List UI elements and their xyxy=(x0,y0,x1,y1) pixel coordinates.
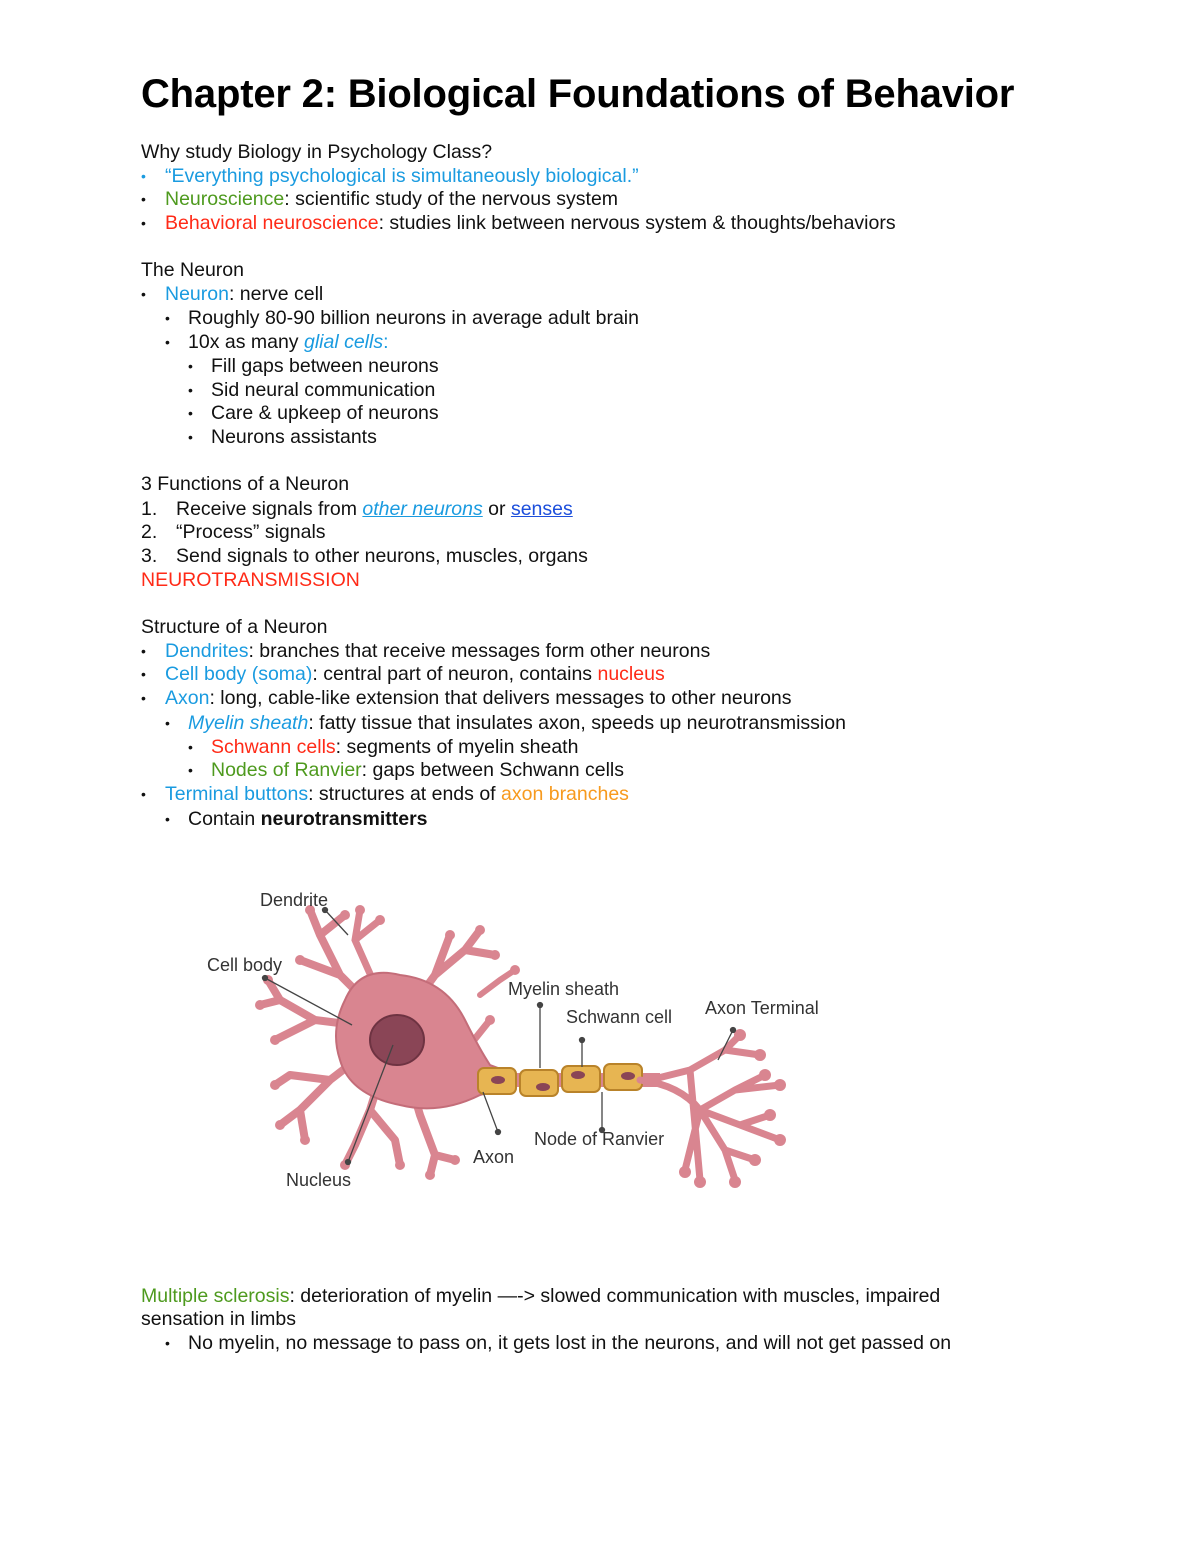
neuron-sub-item: Roughly 80-90 billion neurons in average adult brain xyxy=(188,307,639,329)
function-item: Send signals to other neurons, muscles, organs xyxy=(176,545,588,567)
nucleus xyxy=(370,1015,424,1065)
section-neuron-heading: The Neuron xyxy=(141,259,244,281)
label-myelin-sheath: Myelin sheath xyxy=(508,979,620,999)
ms-item xyxy=(141,1284,940,1308)
ms-term: Multiple sclerosis xyxy=(141,1285,290,1307)
glial-item xyxy=(188,330,389,354)
function-item xyxy=(176,497,573,521)
bullet-icon: • xyxy=(141,215,146,231)
myelin-item xyxy=(188,711,846,735)
axon-branches-term: axon branches xyxy=(501,783,629,805)
cell-body-def: : central part of neuron, contains xyxy=(312,663,598,685)
list-number: 2. xyxy=(141,521,158,543)
neurotransmission-label: NEUROTRANSMISSION xyxy=(141,569,360,591)
neurotransmitters-term: neurotransmitters xyxy=(260,808,428,830)
bullet-icon: • xyxy=(141,786,146,802)
bullet-icon: • xyxy=(188,762,193,778)
function-item: “Process” signals xyxy=(176,521,326,543)
bullet-icon: • xyxy=(141,643,146,659)
dendrites-def: : branches that receive messages form other neurons xyxy=(248,640,711,662)
list-number: 1. xyxy=(141,498,158,520)
schwann-def: : segments of myelin sheath xyxy=(335,736,579,758)
function-pre: Receive signals from xyxy=(176,498,363,520)
dendrites-item xyxy=(165,639,710,663)
ms-sub-item: No myelin, no message to pass on, it gets lost in the neurons, and will not get passed on xyxy=(188,1332,952,1354)
label-dendrite: Dendrite xyxy=(260,890,329,910)
neuron-diagram xyxy=(180,880,880,1220)
bullet-icon: • xyxy=(141,286,146,302)
axon-item xyxy=(165,686,792,710)
label-schwann-cell: Schwann cell xyxy=(566,1007,673,1027)
schwann-item xyxy=(211,735,578,759)
terminal-term: Terminal buttons xyxy=(165,783,309,805)
label-node-of-ranvier: Node of Ranvier xyxy=(534,1129,665,1149)
cell-body-item xyxy=(165,662,665,686)
label-axon: Axon xyxy=(473,1147,515,1167)
ranvier-term: Nodes of Ranvier xyxy=(211,759,362,781)
contain-pre: Contain xyxy=(188,808,261,830)
ms-def: : deterioration of myelin —-> slowed communication with muscles, impaired xyxy=(289,1285,941,1307)
neuroscience-item xyxy=(165,187,618,211)
label-nucleus: Nucleus xyxy=(286,1170,352,1190)
bullet-icon: • xyxy=(165,1335,170,1351)
bullet-icon: • xyxy=(188,382,193,398)
other-neurons-link[interactable]: other neurons xyxy=(362,498,483,520)
behavioral-def: : studies link between nervous system & thoughts/behaviors xyxy=(378,212,896,234)
function-mid: or xyxy=(482,498,511,520)
page-title: Chapter 2: Biological Foundations of Behavior xyxy=(141,72,1015,116)
bullet-icon: • xyxy=(141,191,146,207)
dendrites-term: Dendrites xyxy=(165,640,249,662)
bullet-icon: • xyxy=(188,739,193,755)
quote-text: “Everything psychological is simultaneously biological.” xyxy=(165,165,639,187)
ms-def-continued: sensation in limbs xyxy=(141,1308,296,1330)
neuron-def: : nerve cell xyxy=(228,283,324,305)
bullet-icon: • xyxy=(165,811,170,827)
behavioral-item xyxy=(165,211,896,235)
neuron-item xyxy=(165,282,323,306)
glial-function: Fill gaps between neurons xyxy=(211,355,439,377)
glial-function: Neurons assistants xyxy=(211,426,377,448)
axon-term: Axon xyxy=(165,687,210,709)
ranvier-def: : gaps between Schwann cells xyxy=(361,759,624,781)
terminal-item xyxy=(165,782,629,806)
glial-colon: : xyxy=(383,331,389,353)
glial-term: glial cells xyxy=(303,331,384,353)
bullet-icon: • xyxy=(141,666,146,682)
bullet-icon: • xyxy=(141,690,146,706)
glial-function: Sid neural communication xyxy=(211,379,436,401)
leader-lines xyxy=(263,908,736,1165)
axon-def: : long, cable-like extension that delivers messages to other neurons xyxy=(209,687,792,709)
bullet-icon: • xyxy=(188,405,193,421)
bullet-icon: • xyxy=(188,429,193,445)
ranvier-item xyxy=(211,758,624,782)
myelin-term: Myelin sheath xyxy=(188,712,309,734)
neuroscience-term: Neuroscience xyxy=(165,188,285,210)
section-functions-heading: 3 Functions of a Neuron xyxy=(141,473,350,495)
bullet-icon: • xyxy=(141,168,146,184)
neuroscience-def: : scientific study of the nervous system xyxy=(284,188,619,210)
label-axon-terminal: Axon Terminal xyxy=(705,998,819,1018)
nucleus-term: nucleus xyxy=(597,663,665,685)
bullet-icon: • xyxy=(165,715,170,731)
senses-link[interactable]: senses xyxy=(510,498,573,520)
contain-item xyxy=(188,807,428,831)
neuron-term: Neuron xyxy=(165,283,229,305)
label-cell-body: Cell body xyxy=(207,955,283,975)
section-why-heading: Why study Biology in Psychology Class? xyxy=(141,141,493,163)
bullet-icon: • xyxy=(165,334,170,350)
bullet-icon: • xyxy=(165,310,170,326)
terminal-def: : structures at ends of xyxy=(308,783,502,805)
cell-body-term: Cell body (soma) xyxy=(165,663,313,685)
list-number: 3. xyxy=(141,545,158,567)
bullet-icon: • xyxy=(188,358,193,374)
glial-pre: 10x as many xyxy=(188,331,304,353)
behavioral-term: Behavioral neuroscience xyxy=(165,212,379,234)
glial-function: Care & upkeep of neurons xyxy=(211,402,439,424)
schwann-term: Schwann cells xyxy=(211,736,336,758)
myelin-def: : fatty tissue that insulates axon, speeds up neurotransmission xyxy=(308,712,846,734)
section-structure-heading: Structure of a Neuron xyxy=(141,616,328,638)
